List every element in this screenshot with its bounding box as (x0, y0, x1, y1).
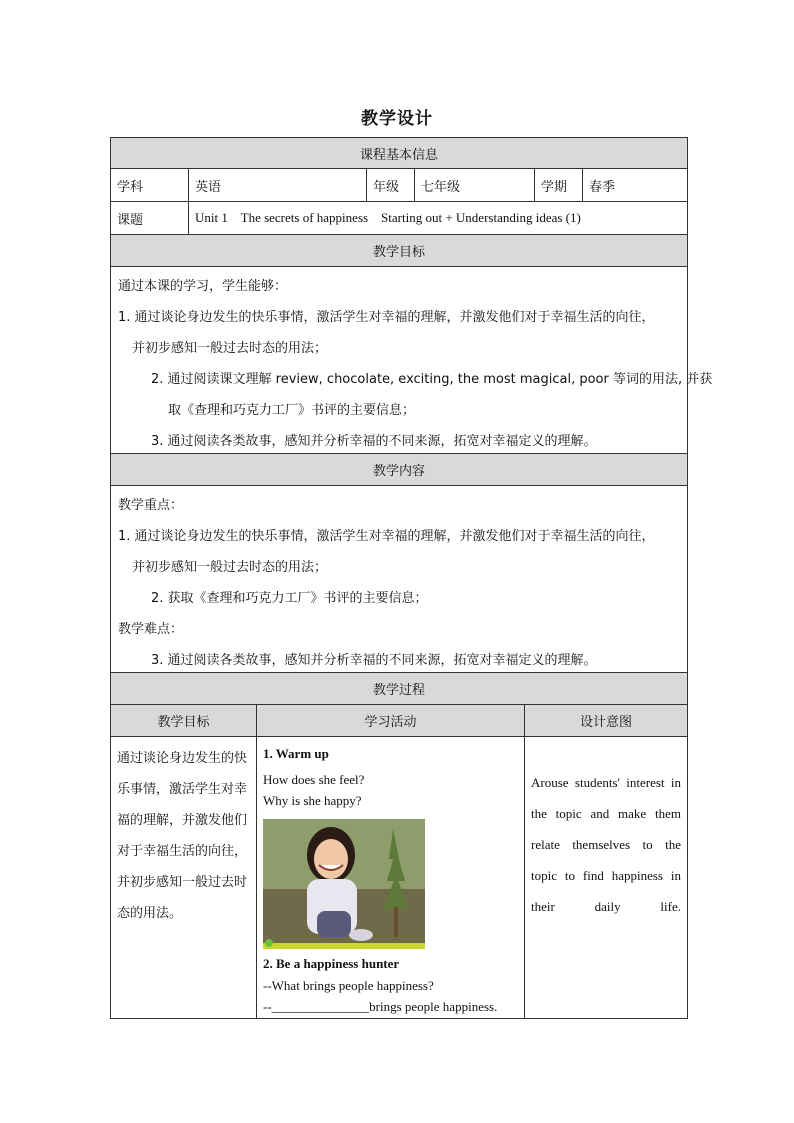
column-header-activity: 学习活动 (257, 705, 525, 736)
happiness-hunter-heading: 2. Be a happiness hunter (263, 956, 400, 971)
section-header-basic-info (110, 137, 688, 169)
subject-label: 学科 (111, 169, 189, 201)
objective-item: 并初步感知一般过去时态的用法； (132, 341, 328, 356)
section-header-content (110, 454, 688, 486)
process-intent-text: Arouse students' interest in the topic and make them relate themselves to the topic to find happiness in their daily life. (531, 775, 681, 914)
difficult-point-item: 3. 通过阅读各类故事，感知并分析幸福的不同来源，拓宽对幸福定义的理解。 (151, 653, 597, 668)
warm-up-heading: 1. Warm up (263, 746, 329, 761)
key-point-item: 2. 获取《查理和巧克力工厂》书评的主要信息； (151, 591, 428, 606)
grade-label: 年级 (367, 169, 415, 201)
objectives-body (110, 267, 713, 454)
process-goal-text: 通过谈论身边发生的快乐事情，激活学生对幸福的理解，并激发他们对于幸福生活的向往，并初步感知一般过去时态的用法。 (111, 737, 257, 1018)
subject-value: 英语 (189, 169, 367, 201)
section-header-objectives (110, 235, 688, 267)
question-text: --What brings people happiness? (263, 978, 434, 993)
section-title: 教学目标 (372, 245, 425, 260)
process-row (110, 737, 688, 1019)
topic-value: Unit 1 The secrets of happiness Starting out + Understanding ideas (1) (195, 210, 581, 225)
section-header-process (110, 673, 688, 705)
fill-blank-text: --_______________brings people happiness. (263, 999, 498, 1014)
objective-item: 3. 通过阅读各类故事，感知并分析幸福的不同来源，拓宽对幸福定义的理解。 (151, 434, 597, 449)
key-point-item: 1. 通过谈论身边发生的快乐事情，激活学生对幸福的理解，并激发他们对于幸福生活的向往， (118, 529, 655, 544)
key-points-label: 教学重点： (118, 498, 184, 513)
happy-girl-illustration (263, 819, 425, 949)
topic-label: 课题 (111, 202, 189, 234)
column-header-intent: 设计意图 (525, 705, 687, 736)
section-title: 教学过程 (372, 683, 425, 698)
process-activity (257, 737, 525, 1018)
question-text: How does she feel? (263, 772, 365, 787)
column-header-goal: 教学目标 (111, 705, 257, 736)
question-text: Why is she happy? (263, 793, 362, 808)
term-label: 学期 (535, 169, 583, 201)
lesson-plan-table (110, 137, 713, 1019)
difficult-points-label: 教学难点： (118, 622, 184, 637)
info-row (110, 169, 688, 202)
objective-item: 2. 通过阅读课文理解 review, chocolate, exciting, the most magical, poor 等词的用法, 并获 (151, 372, 713, 387)
key-point-item: 并初步感知一般过去时态的用法； (132, 560, 328, 575)
section-title: 课程基本信息 (359, 147, 438, 163)
happy-girl-photo (263, 819, 425, 949)
topic-row (110, 202, 688, 235)
grade-value: 七年级 (415, 169, 535, 201)
document-title: 教学设计 (361, 109, 433, 129)
objective-item: 取《查理和巧克力工厂》书评的主要信息； (168, 403, 416, 418)
objective-item: 1. 通过谈论身边发生的快乐事情，激活学生对幸福的理解，并激发他们对于幸福生活的向往， (118, 310, 655, 325)
section-title: 教学内容 (372, 464, 425, 479)
process-column-headers (110, 705, 688, 737)
objectives-intro: 通过本课的学习，学生能够： (118, 279, 288, 294)
content-body (110, 486, 688, 673)
term-value: 春季 (589, 179, 616, 195)
